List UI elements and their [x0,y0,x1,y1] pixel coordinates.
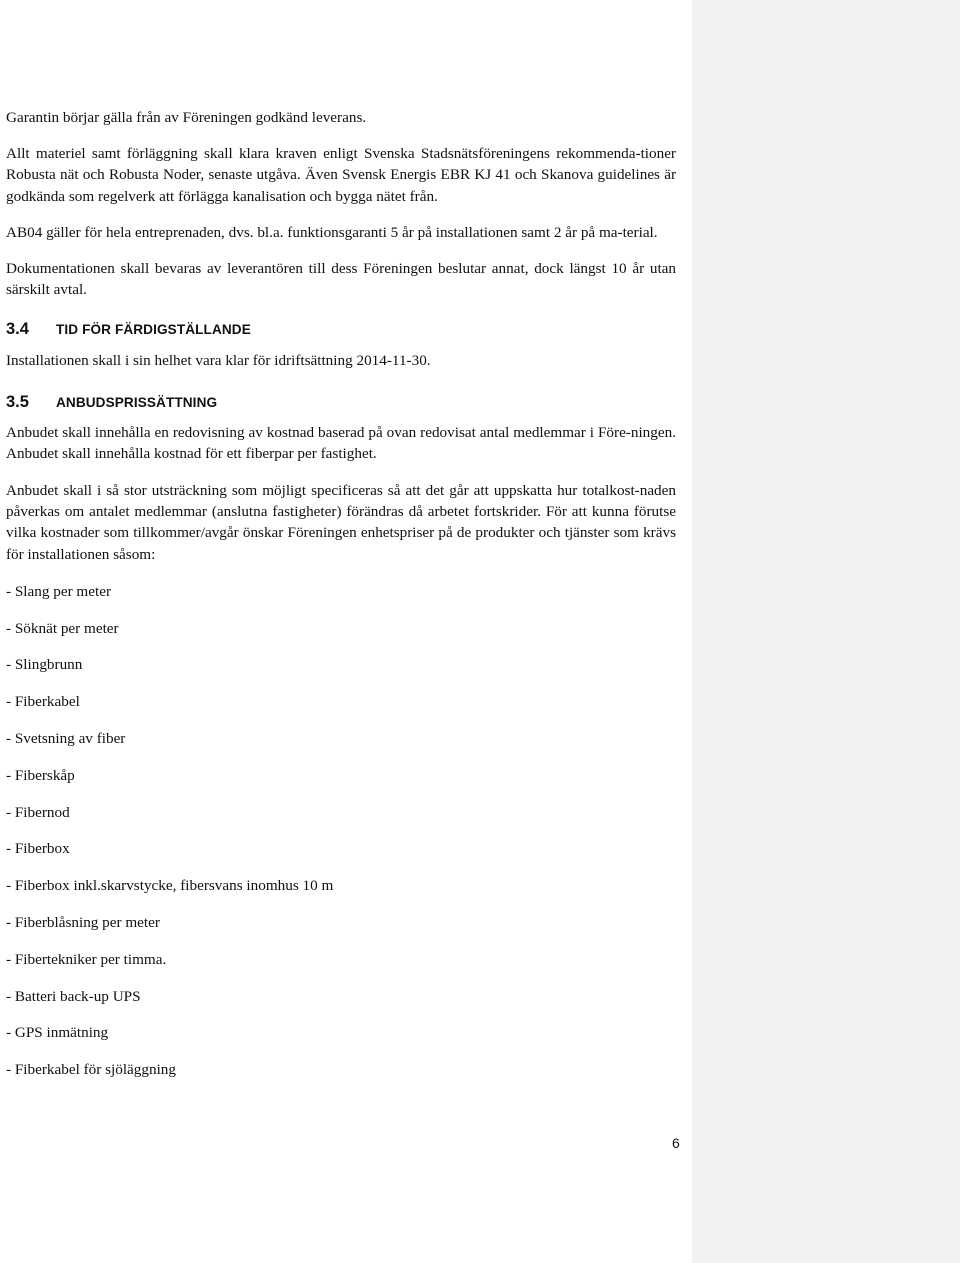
section-heading-3-5 [6,392,676,413]
list-item: - Fiberblåsning per meter [6,914,160,932]
paragraph-ab04: AB04 gäller för hela entreprenaden, dvs. bl.a. funktionsgaranti 5 år på installationen samt 2 år på ma-terial. [6,223,658,241]
list-item: - Fiberbox [6,840,70,858]
comment-margin-pane [692,0,960,1263]
list-item: - Fiberkabel för sjöläggning [6,1061,176,1079]
unit-price-list [6,581,676,1081]
list-item: - Fibernod [6,803,70,821]
paragraph-materials-requirements: Allt materiel samt förläggning skall klara kraven enligt Svenska Stadsnätsföreningens rekommenda-tioner Robusta nät och Robusta Noder, senaste utgåva. Även Svensk Energis EBR KJ 41 och Skanova guidelines är godkända som regelverk att förlägga kanalisation och bygga nätet från. [6,145,676,205]
section-number: 3.4 [6,320,29,339]
list-item: - Fibertekniker per timma. [6,950,167,968]
list-item: - Fiberskåp [6,766,75,784]
paragraph-warranty-start: Garantin börjar gälla från av Föreningen godkänd leverans. [6,109,367,126]
section-heading-3-4 [6,319,676,340]
section-number: 3.5 [6,392,29,411]
section-title: ANBUDSPRISSÄTTNING [56,394,218,410]
page-content [6,107,676,1080]
paragraph-bid-cost: Anbudet skall innehålla en redovisning av kostnad baserad på ovan redovisat antal medlemmar i Före-ningen. Anbudet skall innehålla kostnad för ett fiberpar per fastighet. [6,423,676,462]
list-item: - Slingbrunn [6,656,83,674]
list-item: - Batteri back-up UPS [6,987,141,1005]
paragraph-documentation: Dokumentationen skall bevaras av leverantören till dess Föreningen beslutar annat, dock längst 10 år utan särskilt avtal. [6,260,676,299]
page-number: 6 [672,1135,680,1151]
list-item: - Svetsning av fiber [6,730,126,748]
paragraph-bid-specification: Anbudet skall i så stor utsträckning som möjligt specificeras så att det går att uppskatta hur totalkost-naden påverkas om antalet medlemmar (anslutna fastigheter) förändras då arbetet fortskrider. För att kunna förutse vilka kostnader som tillkommer/avgår önskar Föreningen enhetspriser på de produkter och tjänster som krävs för installationen såsom: [6,482,676,563]
paragraph-completion-date: Installationen skall i sin helhet vara klar för idriftsättning 2014-11-30. [6,352,431,370]
list-item: - GPS inmätning [6,1024,109,1042]
section-title: TID FÖR FÄRDIGSTÄLLANDE [56,322,251,338]
list-item: - Fiberkabel [6,693,80,711]
list-item: - Fiberbox inkl.skarvstycke, fibersvans inomhus 10 m [6,877,334,895]
list-item: - Söknät per meter [6,619,119,637]
list-item: - Slang per meter [6,582,112,600]
